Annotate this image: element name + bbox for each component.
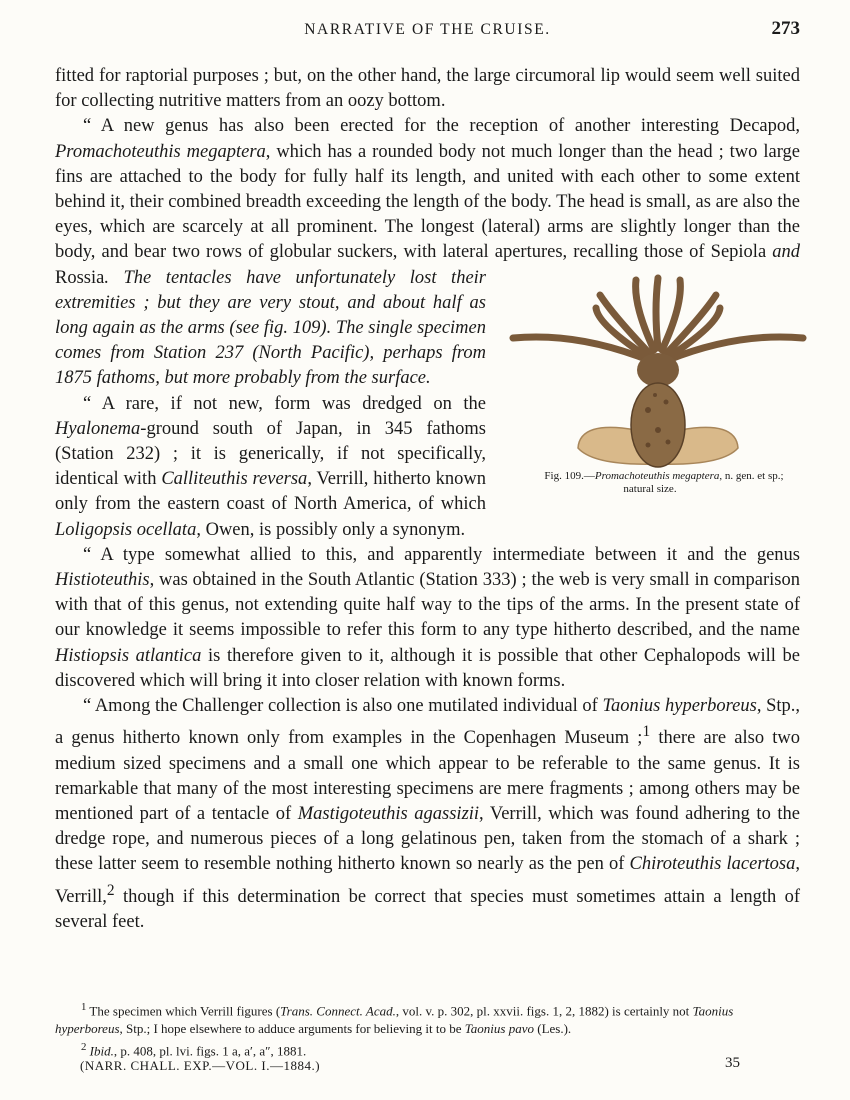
footnote-1: $^1$ The specimen which Verrill figures (Trans. Connect. Acad., vol. v. p. 302, pl. xxvii. figs. 1, 2, 1882) is certainly not Taonius hyperboreus, Stp.; I hope elsewhere to adduce arguments for believing it to be Taonius pavo (Les.). bbox=[55, 1001, 734, 1037]
figure-caption: Fig. 109.—Promachoteuthis megaptera, n. gen. et sp.; natural size. bbox=[544, 469, 784, 495]
footnote-2: $^2$ Ibid., p. 408, pl. lvi. figs. 1 a, a′, a″, 1881. bbox=[81, 1041, 307, 1059]
footnotes bbox=[55, 998, 800, 1061]
figure-109 bbox=[500, 270, 800, 500]
squid-body bbox=[631, 383, 685, 467]
taxon-name: Promachoteuthis megaptera bbox=[55, 141, 266, 162]
running-head: NARRATIVE OF THE CRUISE. bbox=[304, 21, 551, 38]
footnote-ref-1[interactable]: 1 bbox=[642, 723, 651, 741]
paragraph-1: fitted for raptorial purposes ; but, on the other hand, the large circumoral lip would seem well suited for collecting nutritive matters from an oozy bottom. bbox=[55, 66, 800, 112]
signature-number: 35 bbox=[725, 1055, 740, 1071]
paragraph-3: “ A rare, if not new, form was dredged on the Hyalonema-ground south of Japan, in 345 fathoms (Station 232) ; it is generically, if not specifically, identical with Calliteuthis reversa, Verrill, hitherto known only from the eastern coast of North America, of which Loligopsis ocellata, Owen, is possibly only a synonym. bbox=[55, 393, 486, 540]
body-text bbox=[55, 64, 800, 935]
page-number: 273 bbox=[771, 18, 800, 39]
paragraph-4: “ A type somewhat allied to this, and apparently intermediate between it and the genus Histioteuthis, was obtained in the South Atlantic (Station 333) ; the web is very small in comparison with that of this genus, not extending quite half way to the tips of the arms. In the present state of our knowledge it seems impossible to refer this form to any type hitherto described, and the name Histiopsis atlantica is therefore given to it, although it is possible that other Cephalopods will be discovered which will bring it into closer relation with known forms. bbox=[55, 544, 800, 691]
page-header bbox=[55, 18, 800, 44]
squid-head bbox=[637, 353, 679, 387]
paragraph-2: “ A new genus has also been erected for the reception of another interesting Decapod, Promachoteuthis megaptera, which has a rounded body not much longer than the head ; two large fins are attached to the body for fully half its length, and united with each other to some extent behind it, their combined breadth exceeding the length of the body. The head is small, as are also the eyes, which are scarcely at all prominent. The longest (lateral) arms are slightly longer than the body, and bear two rows of globular suckers, with lateral apertures, recalling those of Fig. 109.—Promachoteuthis megaptera, n. gen. et sp.; natural size. Sepiola and Rossia. The tentacles have unfortunately lost their extremities ; but they are very stout, and about half as long again as the arms (see fig. 109). The single specimen comes from Station 237 (North Pacific), perhaps from 1875 fathoms, but more probably from the surface. bbox=[55, 114, 800, 391]
squid-arms bbox=[513, 278, 803, 360]
squid-illustration bbox=[508, 270, 808, 470]
footnote-ref-2[interactable]: 2 bbox=[106, 881, 115, 899]
signature-mark: (NARR. CHALL. EXP.—VOL. I.—1884.) bbox=[80, 1058, 321, 1073]
paragraph-5: “ Among the Challenger collection is also one mutilated individual of Taonius hyperboreus, Stp., a genus hitherto known only from examples in the Copenhagen Museum ;$^1$ there are also two medium sized specimens and a small one which appear to be referable to the same genus. It is remarkable that many of the most interesting specimens are mere fragments ; among others may be mentioned part of a tentacle of Mastigoteuthis agassizii, Verrill, which was found adhering to the dredge rope, and numerous pieces of a long gelatinous pen, taken from the stomach of a shark ; these latter seem to resemble nothing hitherto known so nearly as the pen of Chiroteuthis lacertosa, Verrill,$^2$ though if this determination be correct that species must sometimes attain a length of several feet. bbox=[55, 696, 801, 933]
